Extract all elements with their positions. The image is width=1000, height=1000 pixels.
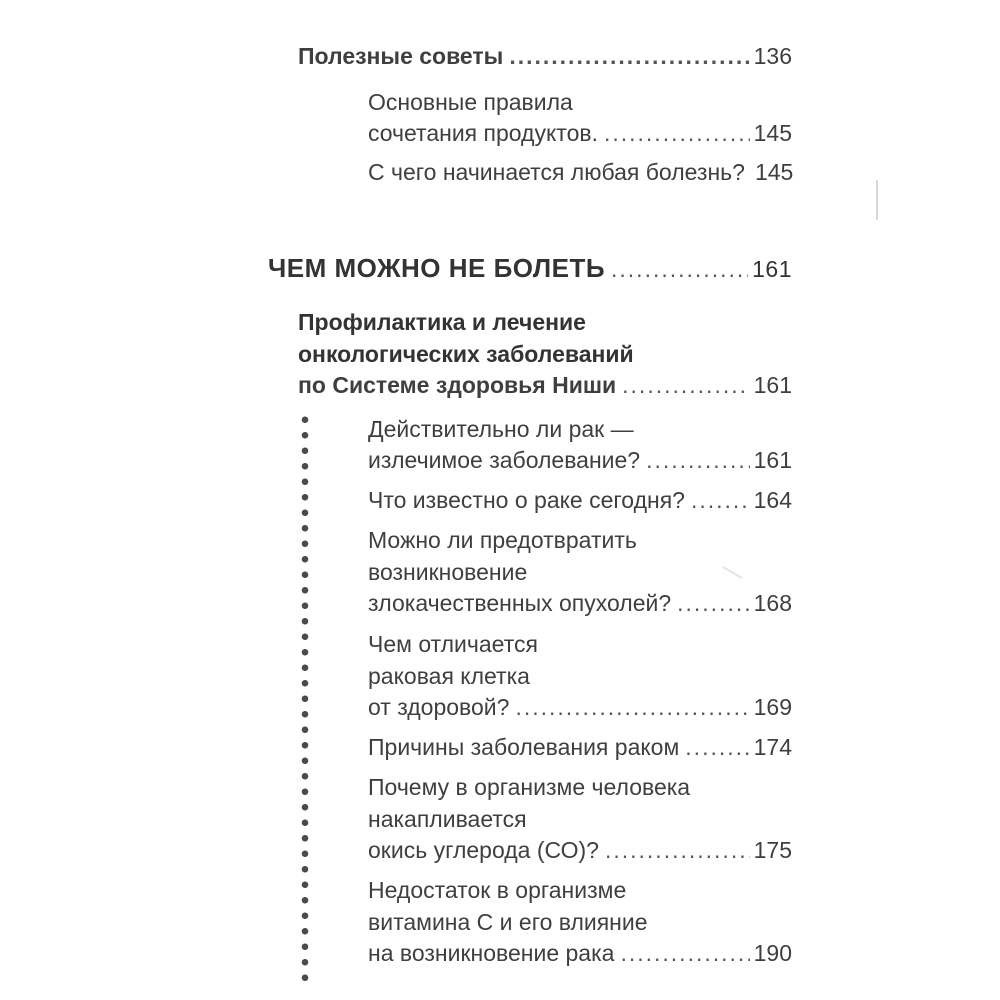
toc-page-number: 161	[752, 256, 792, 282]
toc-page-number: 145	[753, 120, 792, 146]
toc-page-number: 169	[753, 694, 792, 720]
leader-dots	[685, 731, 749, 763]
toc-item-causes[interactable]	[368, 731, 792, 763]
toc-title: окись углерода (СО)?	[368, 837, 599, 863]
toc-item-curable[interactable]	[368, 444, 792, 476]
toc-title: С чего начинается любая болезнь?	[368, 159, 745, 185]
leader-dots	[646, 444, 750, 476]
toc-item-line: возникновение	[368, 559, 528, 585]
leader-dots	[622, 369, 749, 401]
leader-dots	[509, 40, 749, 72]
toc-page-number: 168	[753, 590, 792, 616]
toc-title: злокачественных опухолей?	[368, 590, 672, 616]
toc-item-line: витамина С и его влияние	[368, 909, 648, 935]
toc-item-combining-rules[interactable]	[368, 117, 792, 149]
toc-page-number: 175	[753, 837, 792, 863]
toc-section-line: Профилактика и лечение	[298, 309, 586, 335]
toc-section-line: онкологических заболеваний	[298, 341, 634, 367]
toc-page-number: 161	[753, 447, 792, 473]
toc-chapter-heading[interactable]	[268, 252, 792, 285]
toc-title: излечимое заболевание?	[368, 447, 641, 473]
toc-title: Полезные советы	[298, 43, 504, 69]
toc-item-line: Почему в организме человека	[368, 774, 691, 800]
toc-page-number: 161	[753, 372, 792, 398]
leader-dots	[677, 587, 750, 619]
leader-dots	[605, 834, 750, 866]
toc-page-number: 145	[754, 159, 794, 185]
toc-item-line: Недостаток в организме	[368, 877, 627, 903]
toc-page-number: 136	[753, 43, 792, 69]
toc-section-prevention[interactable]	[298, 369, 792, 401]
vertical-dotted-rule	[299, 412, 311, 982]
toc-item-carbon-monoxide[interactable]	[368, 834, 792, 866]
toc-item-line: накапливается	[368, 806, 527, 832]
toc-item-known-today[interactable]	[368, 484, 792, 516]
toc-title: сочетания продуктов.	[368, 120, 598, 146]
leader-dots	[515, 691, 749, 723]
toc-title: Причины заболевания раком	[368, 734, 680, 760]
toc-title: по Системе здоровья Ниши	[298, 372, 617, 398]
toc-item-line: Основные правила	[368, 89, 573, 115]
toc-section-useful-tips[interactable]	[298, 40, 792, 72]
scan-speck	[876, 180, 878, 220]
toc-item-vitamin-c[interactable]	[368, 937, 792, 969]
toc-page-number: 164	[753, 487, 792, 513]
leader-dots	[604, 117, 750, 149]
toc-item-line: Чем отличается	[368, 631, 538, 657]
leader-dots	[620, 937, 749, 969]
toc-page-number: 190	[753, 940, 792, 966]
toc-page-number: 174	[753, 734, 792, 760]
toc-item-line: Можно ли предотвратить	[368, 527, 637, 553]
toc-item-cancer-cell[interactable]	[368, 691, 792, 723]
toc-item-line: раковая клетка	[368, 663, 530, 689]
toc-title: от здоровой?	[368, 694, 510, 720]
toc-title: Что известно о раке сегодня?	[368, 487, 685, 513]
toc-item-disease-origin[interactable]	[368, 156, 792, 188]
leader-dots	[691, 484, 750, 516]
toc-item-line: Действительно ли рак —	[368, 416, 634, 442]
leader-dots	[611, 253, 748, 285]
chapter-title: ЧЕМ МОЖНО НЕ БОЛЕТЬ	[268, 253, 606, 283]
toc-title: на возникновение рака	[368, 940, 615, 966]
